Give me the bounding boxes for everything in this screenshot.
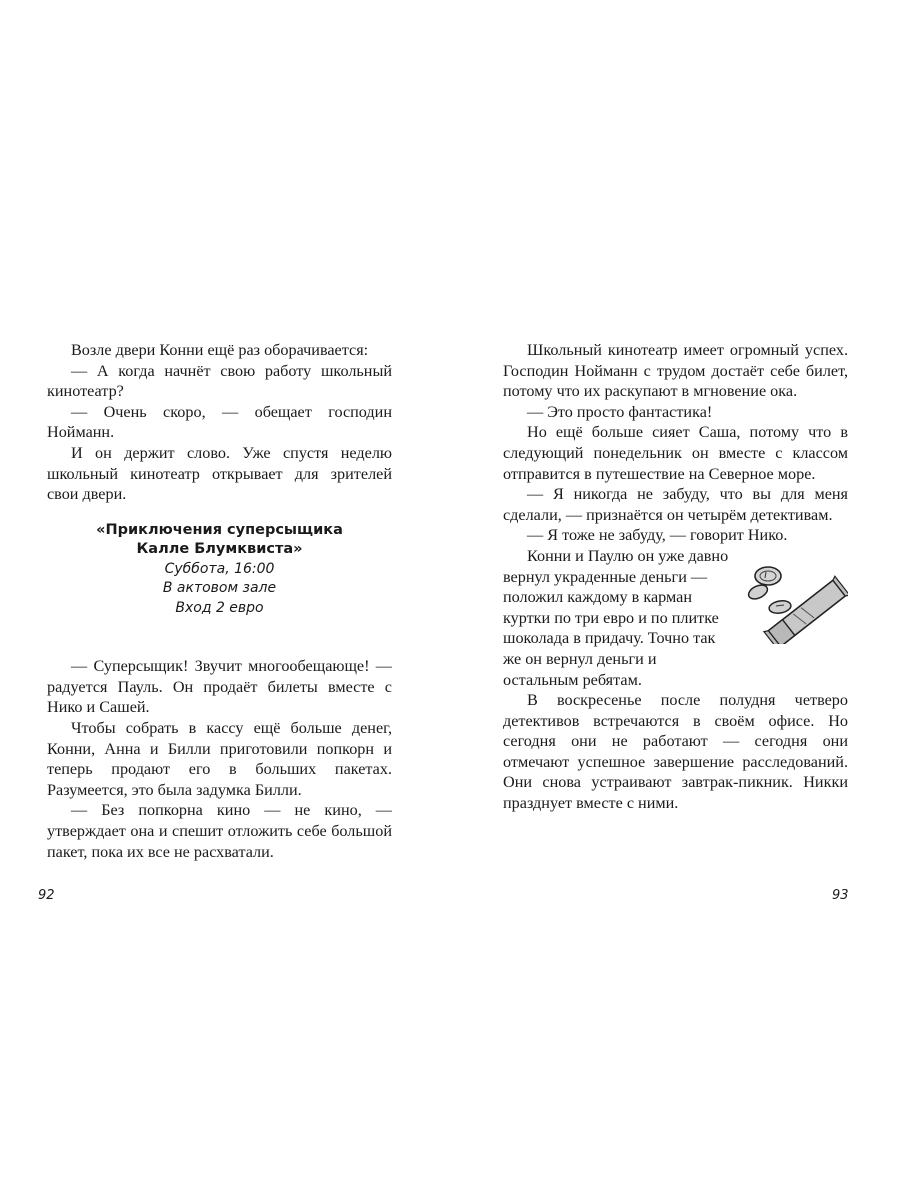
paragraph: Школьный кинотеатр имеет огромный успех. Господин Нойманн с трудом достаёт себе билет, потому что их раскупают в мгновение ока.: [503, 341, 848, 401]
paragraph: Чтобы собрать в кассу ещё больше денег, Конни, Анна и Билли приготовили попкорн и теперь продают его в больших пакетах. Разумеется, это была задумка Билли.: [47, 719, 392, 799]
announcement-place: В актовом зале: [162, 580, 277, 597]
left-page: [47, 340, 392, 862]
page-number-left: 92: [38, 888, 55, 903]
announcement-date: Суббота, 16:00: [164, 560, 275, 577]
paragraph: — Без попкорна кино — не кино, — утверждает она и спешит отложить себе большой пакет, пока их все не расхватали.: [47, 801, 392, 861]
coins-and-chocolate-illustration: [736, 554, 848, 644]
paragraph: — Суперсыщик! Звучит многообещающе! — радуется Пауль. Он продаёт билеты вместе с Нико и Сашей.: [47, 657, 392, 717]
paragraph: — Я тоже не забуду, — говорит Нико.: [527, 526, 788, 545]
paragraph: — Это просто фантастика!: [527, 402, 713, 421]
right-page: [503, 340, 848, 814]
paragraph: Конни и Паулю он уже давно вернул украденные деньги — положил каждому в карман куртки по три евро и по плитке шоколада в придачу. Точно так же он вернул деньги и остальным ребятам.: [503, 546, 729, 689]
paragraph: И он держит слово. Уже спустя неделю школьный кинотеатр открывает для зрителей свои двери.: [47, 443, 392, 504]
paragraph: Возле двери Конни ещё раз оборачивается:: [71, 341, 369, 359]
coins-chocolate-icon: [736, 554, 848, 644]
announcement-price: Вход 2 евро: [175, 599, 264, 616]
paragraph: — А когда начнёт свою работу школьный кинотеатр?: [47, 361, 392, 401]
paragraph: В воскресенье после полудня четверо детективов встречаются в своём офисе. Но сегодня они не работают — сегодня они отмечают успешное завершение расследований. Они снова устраивают завтрак-пикник. Никки празднует вместе с ними.: [503, 691, 848, 813]
paragraph: — Я никогда не забуду, что вы для меня сделали, — признаётся он четырём детективам.: [503, 485, 848, 524]
announcement-title-line2: Калле Блумквиста»: [136, 541, 303, 558]
wrapped-text-block: [503, 546, 848, 690]
paragraph: Но ещё больше сияет Саша, потому что в следующий понедельник он вместе с классом отправится в путешествие на Северное море.: [503, 423, 848, 483]
announcement-title-line1: «Приключения суперсыщика: [96, 521, 343, 538]
movie-announcement: [47, 521, 392, 619]
paragraph: — Очень скоро, — обещает господин Нойманн.: [47, 402, 392, 442]
page-number-right: 93: [832, 888, 849, 903]
